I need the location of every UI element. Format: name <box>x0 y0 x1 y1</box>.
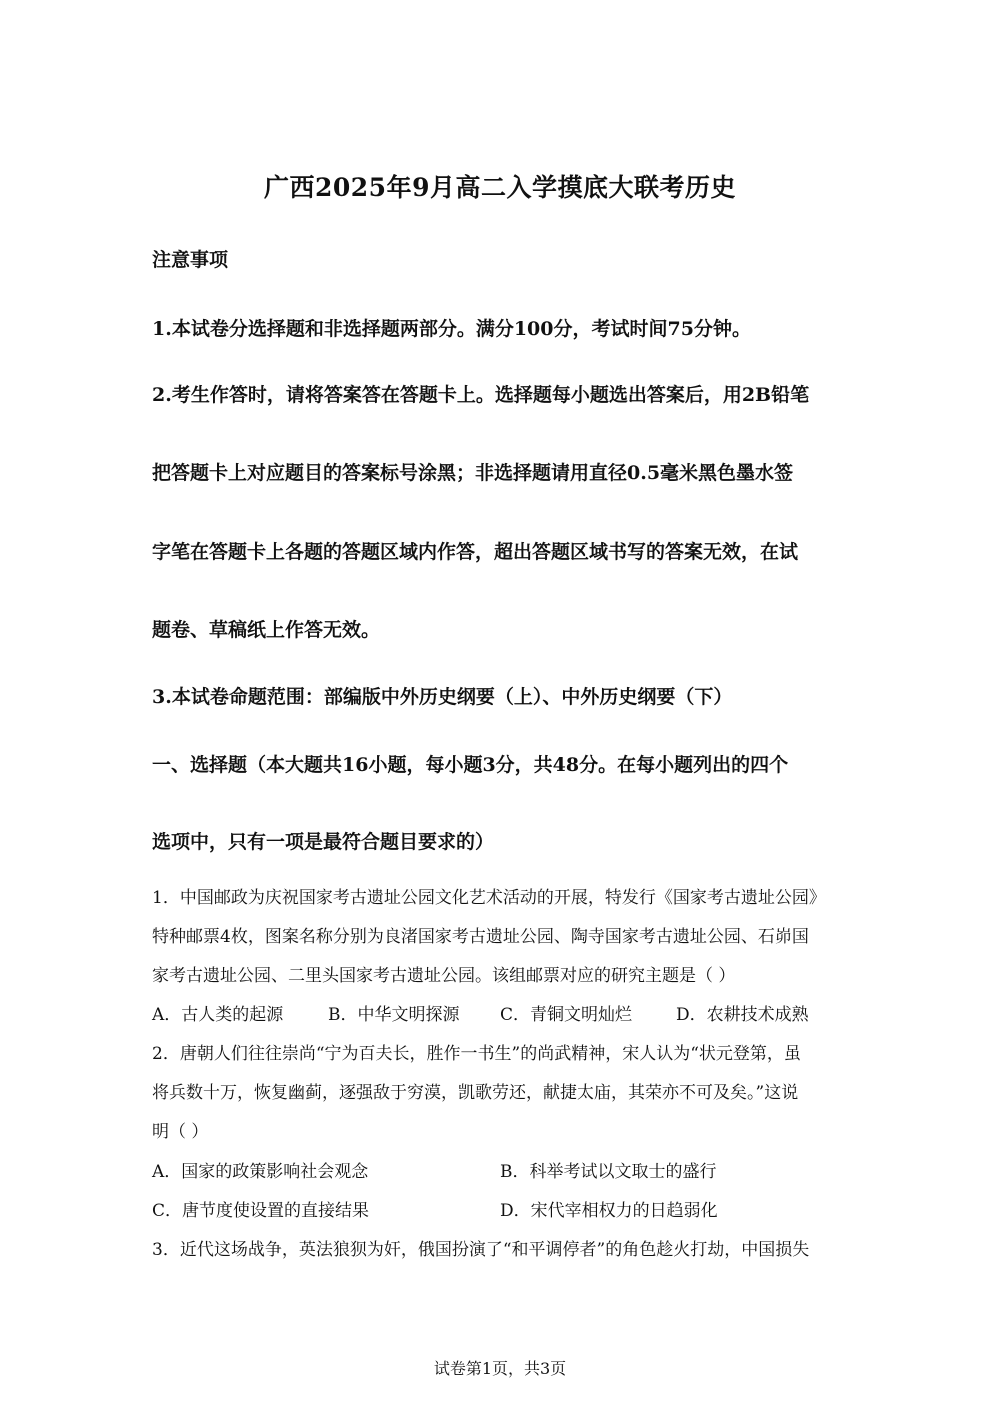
question-1-line: 1．中国邮政为庆祝国家考古遗址公园文化艺术活动的开展，特发行《国家考古遗址公园》 <box>152 888 826 908</box>
notice-line: 3.本试卷命题范围：部编版中外历史纲要（上）、中外历史纲要（下） <box>152 686 733 708</box>
question-2-line: 明（ ） <box>152 1122 209 1142</box>
question-2-line: 将兵数十万，恢复幽蓟，逐强敌于穷漠，凯歌劳还，献捷太庙，其荣亦不可及矣。”这说 <box>152 1083 799 1103</box>
question-3-line: 3．近代这场战争，英法狼狈为奸，俄国扮演了“和平调停者”的角色趁火打劫，中国损失 <box>152 1240 810 1260</box>
question-2-option-c: C．唐节度使设置的直接结果 <box>152 1201 370 1221</box>
question-1-line: 家考古遗址公园、二里头国家考古遗址公园。该组邮票对应的研究主题是（ ） <box>152 966 736 986</box>
question-1-option-d: D．农耕技术成熟 <box>676 1005 809 1025</box>
exam-title: 广西2025年9月高二入学摸底大联考历史 <box>264 173 736 202</box>
section-heading: 一、选择题（本大题共16小题，每小题3分，共48分。在每小题列出的四个 <box>152 754 789 776</box>
question-1-option-c: C．青铜文明灿烂 <box>500 1005 633 1025</box>
notice-line: 题卷、草稿纸上作答无效。 <box>152 619 381 641</box>
page-footer: 试卷第1页，共3页 <box>433 1359 567 1378</box>
question-2-option-b: B．科举考试以文取士的盛行 <box>500 1162 717 1182</box>
notice-line: 1.本试卷分选择题和非选择题两部分。满分100分，考试时间75分钟。 <box>152 318 751 340</box>
notice-heading: 注意事项 <box>152 249 229 271</box>
notice-line: 字笔在答题卡上各题的答题区域内作答，超出答题区域书写的答案无效，在试 <box>152 541 799 563</box>
question-1-option-b: B．中华文明探源 <box>328 1005 460 1025</box>
section-heading: 选项中，只有一项是最符合题目要求的） <box>152 831 495 853</box>
question-1-option-a: A．古人类的起源 <box>152 1005 284 1025</box>
notice-line: 2.考生作答时，请将答案答在答题卡上。选择题每小题选出答案后，用2B铅笔 <box>152 384 810 406</box>
question-2-option-a: A．国家的政策影响社会观念 <box>152 1162 369 1182</box>
question-1-line: 特种邮票4枚，图案名称分别为良渚国家考古遗址公园、陶寺国家考古遗址公园、石峁国 <box>152 927 809 947</box>
question-2-option-d: D．宋代宰相权力的日趋弱化 <box>500 1201 718 1221</box>
question-2-line: 2．唐朝人们往往崇尚“宁为百夫长，胜作一书生”的尚武精神，宋人认为“状元登第，虽 <box>152 1044 801 1064</box>
notice-line: 把答题卡上对应题目的答案标号涂黑；非选择题请用直径0.5毫米黑色墨水签 <box>152 462 794 484</box>
